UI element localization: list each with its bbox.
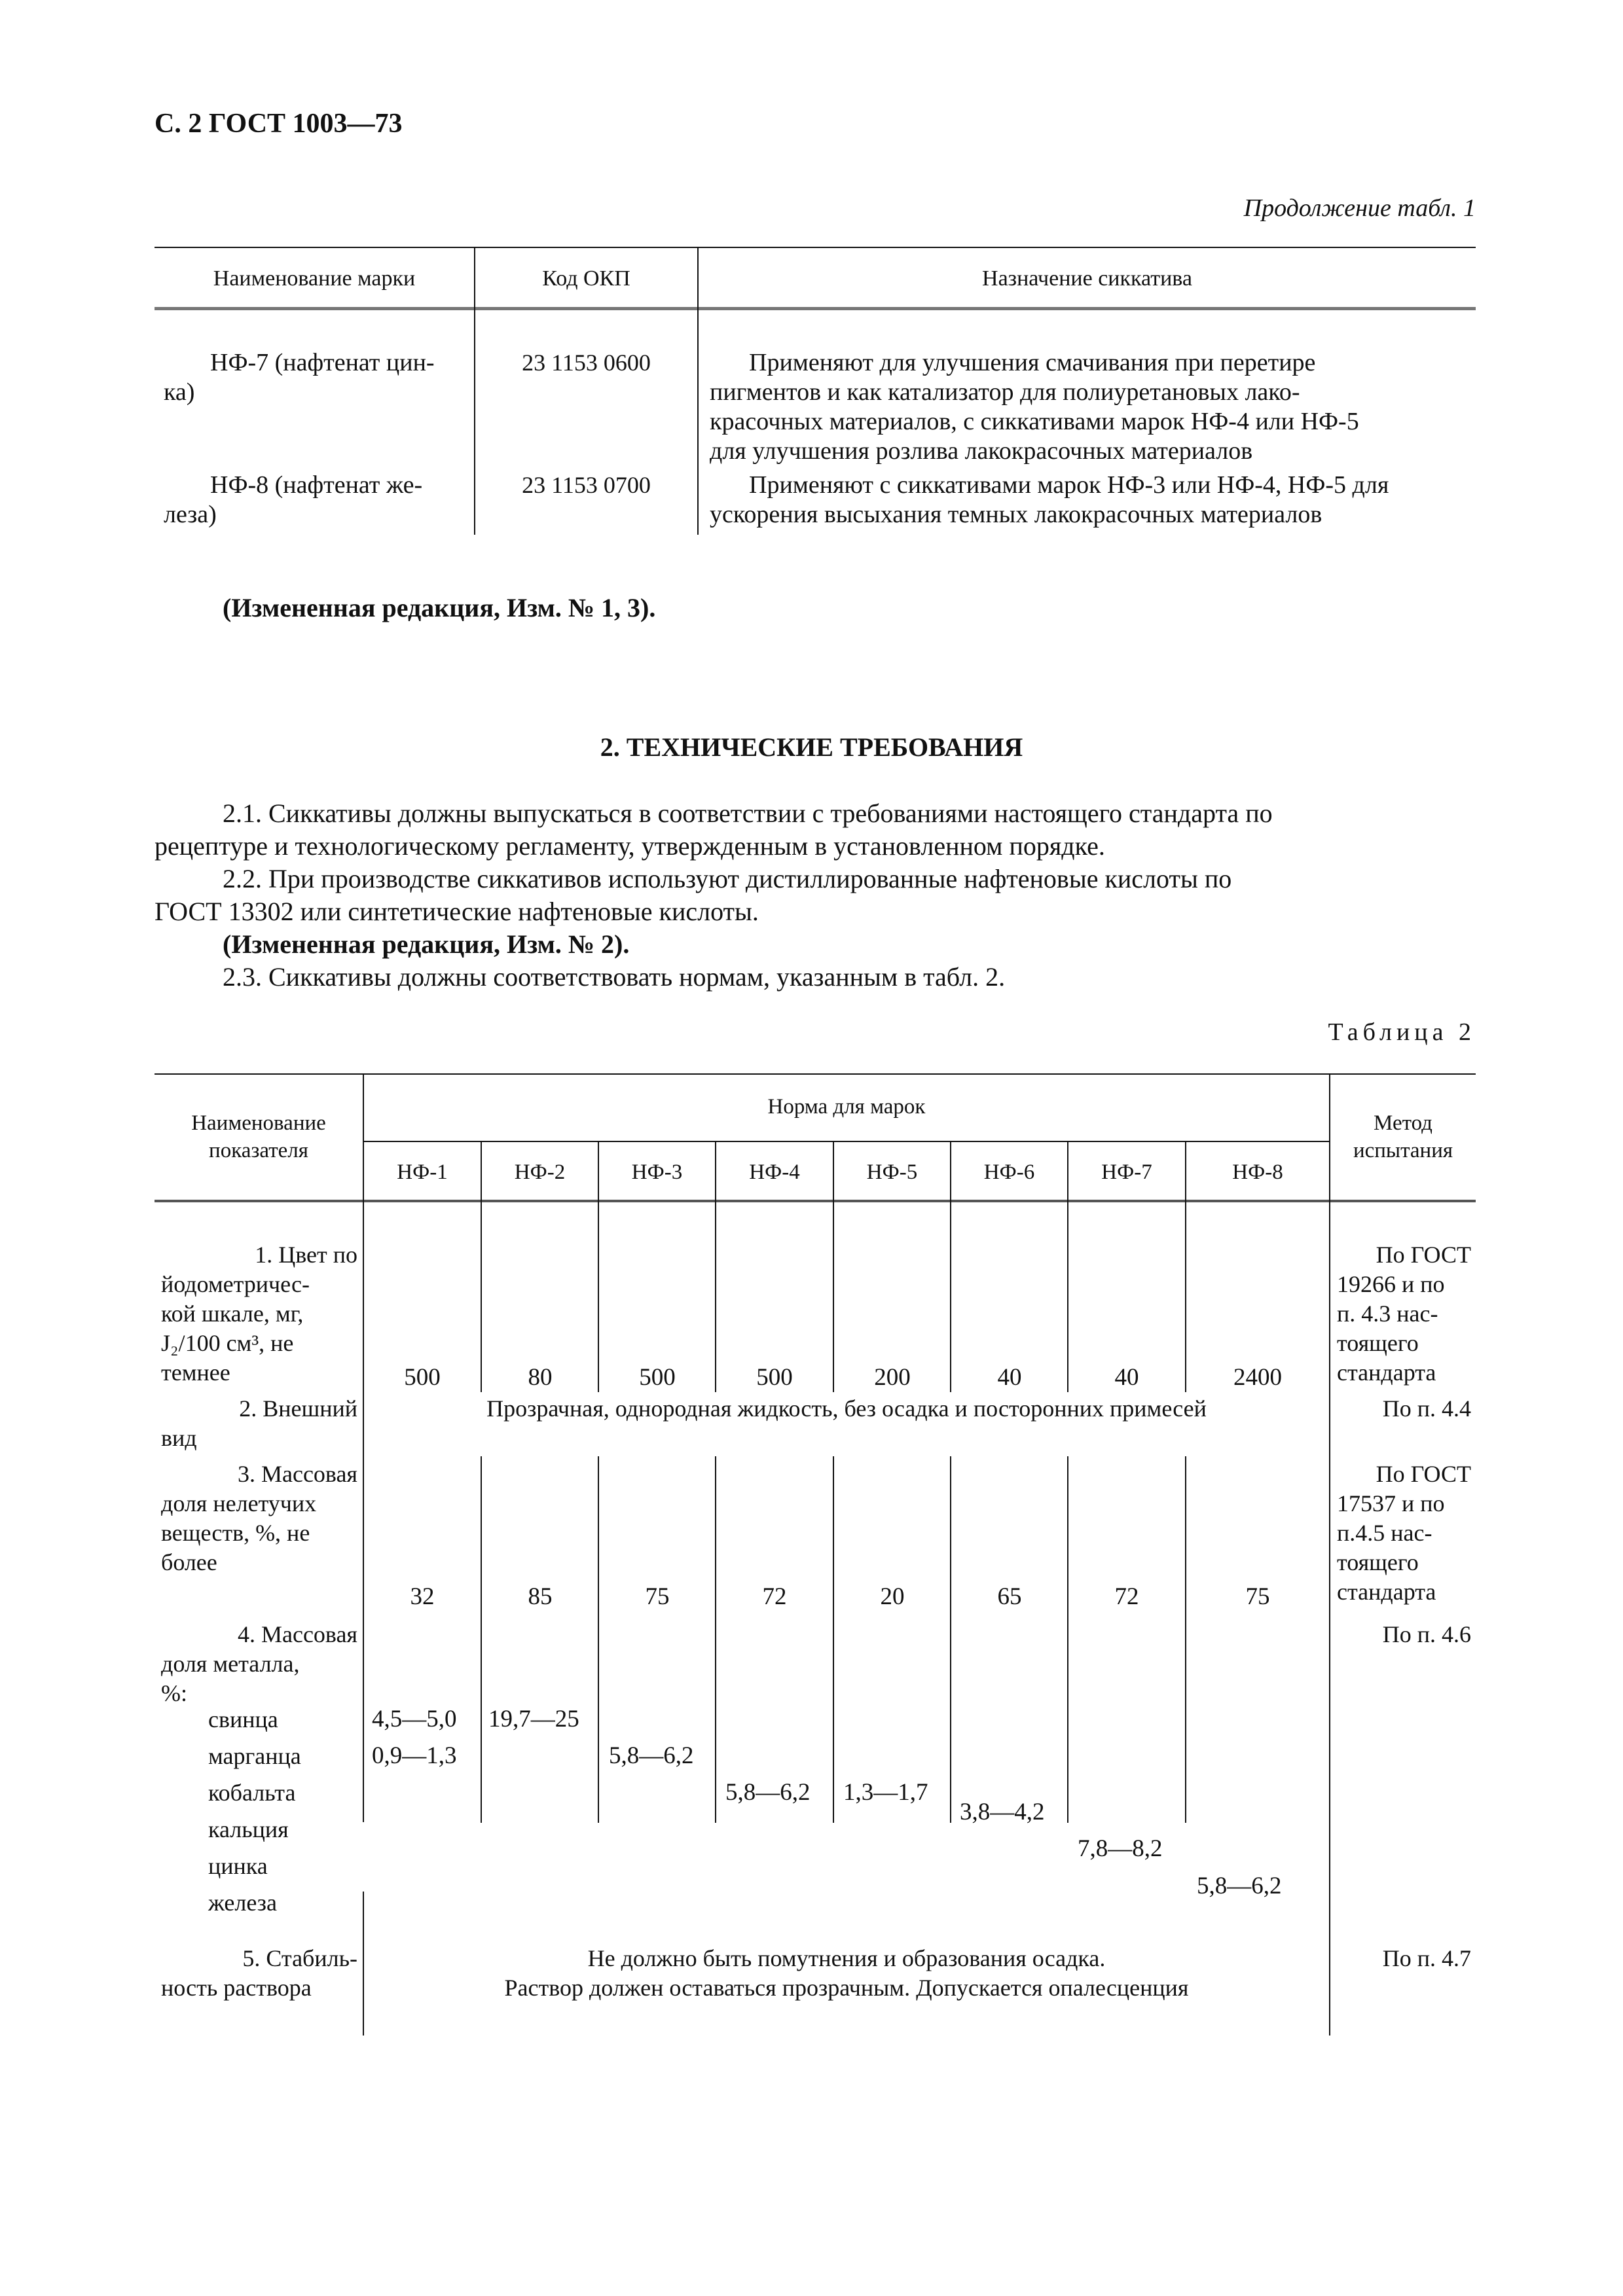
metal-value: 5,8—6,2 (1197, 1873, 1282, 1899)
paragraph-2-1: 2.1. Сиккативы должны выпускаться в соответствии с требованиями настоящего стандарта по рецептуре и технологическому регламенту, утвержденным в установленном порядке. (155, 798, 1273, 861)
method-cell: По п. 4.6 (1382, 1621, 1471, 1647)
table-2-header-rule (155, 1200, 1476, 1202)
table-2-col-divider (1185, 1456, 1186, 1823)
value-cell: 20 (880, 1583, 905, 1610)
value-cell: 500 (404, 1364, 441, 1391)
method-cell: По п. 4.7 (1382, 1945, 1471, 1971)
method-cell: По ГОСТ 19266 и по п. 4.3 нас- тоящего стандарта (1337, 1242, 1471, 1386)
table-2-top-rule (155, 1073, 1476, 1075)
table-row-name: НФ-8 (нафтенат же- (210, 471, 423, 499)
table-1-top-rule (155, 247, 1476, 248)
table-2 (155, 1073, 1476, 2036)
table-row-code: 23 1153 0600 (522, 350, 651, 376)
table-2-header-norm: Норма для марок (767, 1095, 926, 1119)
table-row-name: НФ-7 (нафтенат цин- (210, 349, 435, 376)
amendment-note: (Измененная редакция, Изм. № 1, 3). (223, 593, 656, 622)
paragraph-2-2: 2.2. При производстве сиккативов используют дистиллированные нафтеновые кислоты по ГОСТ 13302 или синтетические нафтеновые кислоты. (155, 864, 1232, 926)
grade-header: НФ-8 (1232, 1160, 1283, 1184)
metal-label: цинка (208, 1853, 268, 1879)
value-cell: 65 (997, 1583, 1022, 1610)
table-row-purpose: Применяют с сиккативами марок НФ-3 или НФ-4, НФ-5 для ускорения высыхания темных лакокрасочных материалов (710, 471, 1389, 528)
table-1-header-rule (155, 307, 1476, 310)
method-cell: По п. 4.4 (1382, 1395, 1471, 1422)
table-row-name: ка) (164, 378, 195, 406)
table-1 (155, 247, 1476, 535)
metal-label: железа (208, 1890, 277, 1916)
metal-value: 19,7—25 (488, 1706, 579, 1732)
table-2-col-divider (833, 1456, 834, 1823)
method-cell: По ГОСТ 17537 и по п.4.5 нас- тоящего стандарта (1337, 1461, 1471, 1605)
table-2-col-divider (1329, 1202, 1330, 2036)
grade-header: НФ-6 (983, 1160, 1035, 1184)
section-title: 2. ТЕХНИЧЕСКИЕ ТРЕБОВАНИЯ (600, 732, 1023, 762)
metal-value: 1,3—1,7 (843, 1779, 928, 1806)
value-cell: 32 (410, 1583, 435, 1610)
metal-label: кобальта (208, 1780, 296, 1806)
stability-norm: Не должно быть помутнения и образования осадка. Раствор должен оставаться прозрачным. Допускается опалесценция (504, 1945, 1189, 2001)
indicator-nonvolatile: 3. Массовая доля нелетучих веществ, %, не более (161, 1461, 357, 1575)
value-cell: 72 (1114, 1583, 1139, 1610)
value-cell: 80 (528, 1364, 553, 1391)
page-reference: С. 2 ГОСТ 1003—73 (155, 109, 403, 139)
table-1-header-purpose: Назначение сиккатива (982, 266, 1192, 291)
indicator-color: 1. Цвет по (255, 1242, 357, 1268)
table-row-code: 23 1153 0700 (522, 472, 651, 498)
value-cell: 72 (762, 1583, 787, 1610)
table-2-col-divider (1067, 1456, 1068, 1823)
metal-value: 3,8—4,2 (960, 1799, 1045, 1825)
metal-value: 5,8—6,2 (725, 1779, 811, 1806)
indicator-metal: 4. Массовая доля металла, %: (161, 1621, 357, 1706)
value-cell: 40 (1114, 1364, 1139, 1391)
table-2-col-divider (363, 1202, 364, 1822)
table-2-header-method: Метод испытания (1353, 1111, 1453, 1162)
table-1-header-code: Код ОКП (542, 266, 630, 291)
grade-header: НФ-2 (514, 1160, 566, 1184)
table-continuation-note: Продолжение табл. 1 (1243, 194, 1476, 222)
value-cell: 75 (645, 1583, 670, 1610)
metal-label: свинца (208, 1706, 278, 1732)
table-2-col-divider (950, 1456, 951, 1823)
value-cell: 75 (1245, 1583, 1270, 1610)
metal-label: марганца (208, 1743, 301, 1769)
table-row-name: леза) (164, 501, 217, 528)
grade-header: НФ-1 (397, 1160, 448, 1184)
metal-value: 4,5—5,0 (372, 1706, 457, 1732)
amendment-note-2: (Измененная редакция, Изм. № 2). (223, 929, 630, 959)
value-cell: 500 (756, 1364, 793, 1391)
value-cell: 85 (528, 1583, 553, 1610)
table-2-header-indicator: Наименование показателя (191, 1111, 326, 1162)
table-2-col-divider (598, 1456, 599, 1823)
table-2-subheader-rule (363, 1141, 1329, 1142)
metal-value: 0,9—1,3 (372, 1742, 457, 1769)
table-row-purpose: Применяют для улучшения смачивания при перетире пигментов и как катализатор для полиуретановых лако- красочных материалов, с сиккативами марок НФ-4 или НФ-5 для улучшения розлива лакокрасочных материалов (710, 349, 1359, 465)
indicator-appearance: 2. Внешний вид (161, 1395, 357, 1451)
table-2-col-divider (481, 1456, 482, 1823)
value-cell: 40 (997, 1364, 1022, 1391)
grade-header: НФ-5 (866, 1160, 918, 1184)
appearance-norm: Прозрачная, однородная жидкость, без осадка и посторонних примесей (486, 1395, 1207, 1422)
value-cell: 500 (639, 1364, 676, 1391)
metal-value: 7,8—8,2 (1078, 1835, 1163, 1862)
table-1-header-name: Наименование марки (213, 266, 416, 291)
grade-header: НФ-3 (631, 1160, 683, 1184)
value-cell: 2400 (1233, 1364, 1282, 1391)
grade-header: НФ-4 (749, 1160, 800, 1184)
table-2-col-divider (715, 1456, 716, 1823)
metal-value: 5,8—6,2 (609, 1742, 694, 1769)
indicator-stability: 5. Стабиль- ность раствора (161, 1945, 357, 2001)
value-cell: 200 (874, 1364, 911, 1391)
table-2-label: Таблица 2 (1328, 1018, 1476, 1046)
grade-header: НФ-7 (1101, 1160, 1152, 1184)
paragraph-2-3: 2.3. Сиккативы должны соответствовать нормам, указанным в табл. 2. (223, 962, 1006, 992)
indicator-color-cont: йодометричес- кой шкале, мг, J₂/100 см³, не темнее (161, 1271, 310, 1386)
metal-label: кальция (208, 1816, 289, 1842)
